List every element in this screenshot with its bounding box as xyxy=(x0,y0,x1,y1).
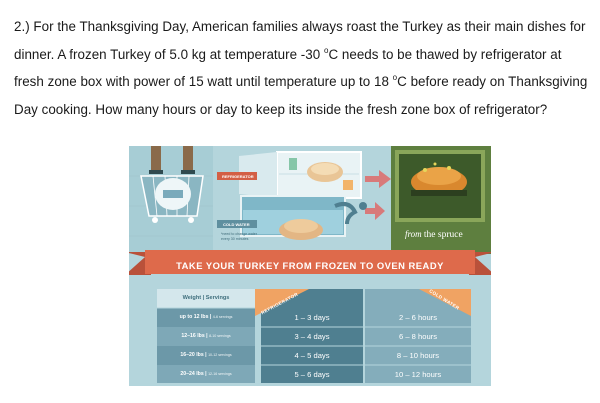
brand-logo: from the spruce xyxy=(405,229,463,240)
table-header-weight: Weight | Servings xyxy=(182,295,230,301)
table-row: up to 12 lbs | 4-6 servings 1 – 3 days 2 – 6 hours xyxy=(179,313,437,322)
question-line-4: Day cooking. How many hours or day to keep its inside the fresh zone box of refrigerator? xyxy=(14,101,548,117)
question-line-2: dinner. A frozen Turkey of 5.0 kg at temperature -30 $^o$C needs to be thawed by refrigerator at xyxy=(14,45,562,62)
cold-water-tag: COLD WATER xyxy=(223,222,250,227)
refrigerator-tag: REFRIGERATOR xyxy=(222,174,254,179)
table-row: 16–20 lbs | 10-12 servings 4 – 5 days 8 – 10 hours xyxy=(180,351,440,360)
water-note: *need to change water every 30 minutes xyxy=(221,232,257,241)
question-line-1: 2.) For the Thanksgiving Day, American families always roast the Turkey as their main dishes for xyxy=(14,19,586,34)
table-header-cold-water: COLD WATER xyxy=(428,288,461,311)
question-line-3: fresh zone box with power of 15 watt until temperature up to 18 $^o$C before ready on Thanksgiving xyxy=(14,73,588,89)
table-row: 20–24 lbs | 12-16 servings 5 – 6 days 10 – 12 hours xyxy=(180,370,442,379)
turkey-thawing-infographic xyxy=(129,146,491,386)
question-text xyxy=(14,13,594,123)
table-row: 12–16 lbs | 8-10 servings 3 – 4 days 6 – 8 hours xyxy=(181,332,437,341)
banner-title: TAKE YOUR TURKEY FROM FROZEN TO OVEN READY xyxy=(176,260,444,271)
table-header-refrigerator: REFRIGERATOR xyxy=(260,291,299,316)
thaw-time-table xyxy=(157,289,471,383)
